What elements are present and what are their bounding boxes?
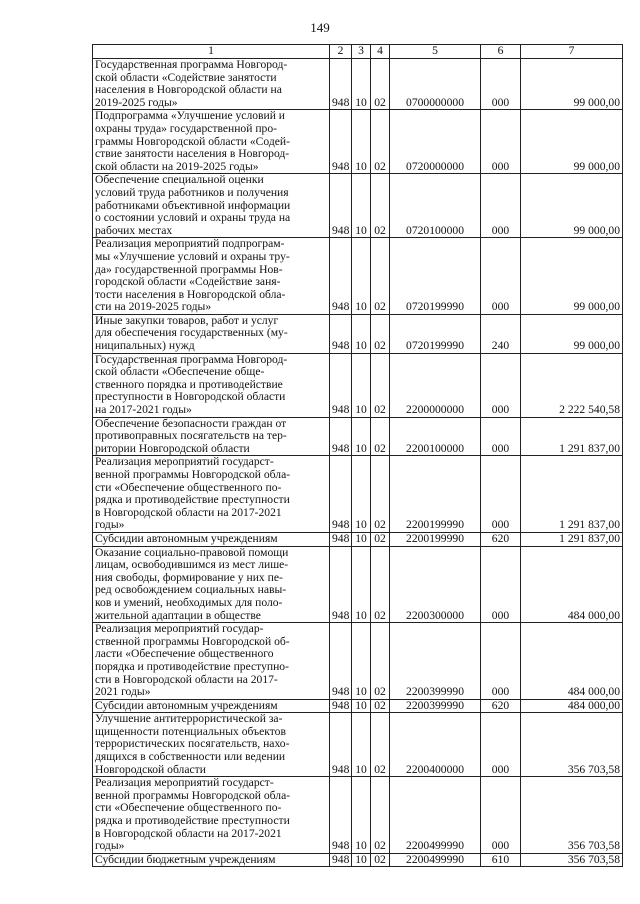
row-code-2-cell: 948: [330, 713, 352, 777]
row-code-6-cell: 000: [481, 59, 521, 110]
row-code-5-cell: 2200300000: [390, 546, 481, 623]
row-code-6-cell: 000: [481, 777, 521, 854]
row-amount-cell: 356 703,58: [521, 713, 623, 777]
row-name-cell: Государственная программа Новгород- ской области «Содействие занятости населения в Новгородской области на 2019-2025 годы»: [93, 59, 330, 110]
page-number: 149: [310, 20, 330, 35]
row-code-6-cell: 000: [481, 174, 521, 238]
row-code-3-cell: 10: [352, 699, 371, 713]
row-code-5-cell: 2200400000: [390, 713, 481, 777]
row-code-4-cell: 02: [371, 314, 390, 353]
row-amount-cell: 99 000,00: [521, 314, 623, 353]
row-code-4-cell: 02: [371, 777, 390, 854]
row-name-cell: Подпрограмма «Улучшение условий и охраны труда» государственной про- граммы Новгородской области «Содей- ствие занятости населения в Новгород- ской области на 2019-2025 годы»: [93, 110, 330, 174]
row-code-5-cell: 2200499990: [390, 777, 481, 854]
row-code-3-cell: 10: [352, 238, 371, 315]
row-amount-cell: 484 000,00: [521, 546, 623, 623]
row-code-6-cell: 000: [481, 713, 521, 777]
column-header: 6: [481, 45, 521, 59]
row-code-3-cell: 10: [352, 174, 371, 238]
row-name-cell: Обеспечение безопасности граждан от противоправных посягательств на тер- ритории Новгородской области: [93, 417, 330, 456]
row-name-cell: Реализация мероприятий подпрограм- мы «Улучшение условий и охраны тру- да» государственной программы Нов- городской области «Содействие заня- тости населения в Новгородской обла- сти на 2019-2025 годы»: [93, 238, 330, 315]
row-code-3-cell: 10: [352, 713, 371, 777]
row-code-2-cell: 948: [330, 546, 352, 623]
row-code-2-cell: 948: [330, 174, 352, 238]
row-code-3-cell: 10: [352, 314, 371, 353]
row-code-2-cell: 948: [330, 110, 352, 174]
table-row: [93, 314, 623, 353]
row-code-4-cell: 02: [371, 110, 390, 174]
row-code-6-cell: 610: [481, 853, 521, 867]
table-row: [93, 174, 623, 238]
row-amount-cell: 484 000,00: [521, 623, 623, 700]
table-row: [93, 110, 623, 174]
row-code-2-cell: 948: [330, 417, 352, 456]
row-code-3-cell: 10: [352, 853, 371, 867]
row-code-4-cell: 02: [371, 713, 390, 777]
row-code-2-cell: 948: [330, 238, 352, 315]
row-code-2-cell: 948: [330, 314, 352, 353]
row-code-3-cell: 10: [352, 532, 371, 546]
column-header: 3: [352, 45, 371, 59]
row-code-4-cell: 02: [371, 456, 390, 533]
column-header: 1: [93, 45, 330, 59]
row-amount-cell: 99 000,00: [521, 238, 623, 315]
row-code-4-cell: 02: [371, 417, 390, 456]
column-header: 4: [371, 45, 390, 59]
row-code-3-cell: 10: [352, 777, 371, 854]
table-header-row: [93, 45, 623, 59]
table-row: [93, 853, 623, 867]
row-code-5-cell: 2200100000: [390, 417, 481, 456]
row-code-6-cell: 000: [481, 456, 521, 533]
row-code-2-cell: 948: [330, 456, 352, 533]
table-row: [93, 456, 623, 533]
row-amount-cell: 1 291 837,00: [521, 417, 623, 456]
row-amount-cell: 1 291 837,00: [521, 456, 623, 533]
column-header: 7: [521, 45, 623, 59]
table-row: [93, 699, 623, 713]
row-code-6-cell: 000: [481, 417, 521, 456]
column-header: 2: [330, 45, 352, 59]
row-code-5-cell: 0720199990: [390, 238, 481, 315]
table-row: [93, 546, 623, 623]
row-amount-cell: 1 291 837,00: [521, 532, 623, 546]
row-code-5-cell: 2200399990: [390, 699, 481, 713]
table-row: [93, 713, 623, 777]
table-body: [93, 59, 623, 867]
budget-table: [92, 44, 623, 867]
row-name-cell: Реализация мероприятий государст- венной программы Новгородской обла- сти «Обеспечение общественного по- рядка и противодействие преступности в Новгородской области на 2017-2021 годы»: [93, 456, 330, 533]
row-name-cell: Иные закупки товаров, работ и услуг для обеспечения государственных (му- ниципальных) нужд: [93, 314, 330, 353]
row-code-4-cell: 02: [371, 353, 390, 417]
row-code-6-cell: 000: [481, 110, 521, 174]
row-name-cell: Субсидии бюджетным учреждениям: [93, 853, 330, 867]
row-name-cell: Реализация мероприятий государ- ственной программы Новгородской об- ласти «Обеспечение общественного порядка и противодействие преступно- сти в Новгородской области на 2017- 2021 годы»: [93, 623, 330, 700]
row-amount-cell: 356 703,58: [521, 777, 623, 854]
row-code-4-cell: 02: [371, 853, 390, 867]
column-header: 5: [390, 45, 481, 59]
row-code-5-cell: 0720199990: [390, 314, 481, 353]
row-amount-cell: 99 000,00: [521, 174, 623, 238]
row-code-4-cell: 02: [371, 699, 390, 713]
row-code-6-cell: 000: [481, 546, 521, 623]
row-code-3-cell: 10: [352, 59, 371, 110]
row-code-6-cell: 000: [481, 623, 521, 700]
row-code-4-cell: 02: [371, 238, 390, 315]
row-code-5-cell: 2200199990: [390, 456, 481, 533]
table-row: [93, 59, 623, 110]
row-code-4-cell: 02: [371, 546, 390, 623]
row-code-6-cell: 000: [481, 238, 521, 315]
row-name-cell: Оказание социально-правовой помощи лицам, освободившимся из мест лише- ния свободы, формирование у них пе- ред освобождением социальных навы- ков и умений, необходимых для поло- жительной адаптации в обществе: [93, 546, 330, 623]
row-amount-cell: 484 000,00: [521, 699, 623, 713]
table-row: [93, 238, 623, 315]
row-code-2-cell: 948: [330, 699, 352, 713]
row-name-cell: Субсидии автономным учреждениям: [93, 532, 330, 546]
row-code-2-cell: 948: [330, 853, 352, 867]
row-name-cell: Обеспечение специальной оценки условий труда работников и получения работниками объективной информации о состоянии условий и охраны труда на рабочих местах: [93, 174, 330, 238]
row-code-3-cell: 10: [352, 546, 371, 623]
row-code-6-cell: 240: [481, 314, 521, 353]
row-name-cell: Реализация мероприятий государст- венной программы Новгородской обла- сти «Обеспечение общественного по- рядка и противодействие преступности в Новгородской области на 2017-2021 годы»: [93, 777, 330, 854]
row-name-cell: Государственная программа Новгород- ской области «Обеспечение обще- ственного порядка и противодействие преступности в Новгородской области на 2017-2021 годы»: [93, 353, 330, 417]
row-code-5-cell: 0700000000: [390, 59, 481, 110]
row-code-2-cell: 948: [330, 532, 352, 546]
row-code-4-cell: 02: [371, 532, 390, 546]
table-row: [93, 777, 623, 854]
row-code-2-cell: 948: [330, 623, 352, 700]
row-code-6-cell: 620: [481, 699, 521, 713]
row-code-5-cell: 2200399990: [390, 623, 481, 700]
row-code-6-cell: 000: [481, 353, 521, 417]
row-code-2-cell: 948: [330, 59, 352, 110]
row-code-6-cell: 620: [481, 532, 521, 546]
row-code-5-cell: 2200199990: [390, 532, 481, 546]
table-row: [93, 417, 623, 456]
table-row: [93, 623, 623, 700]
row-code-5-cell: 2200000000: [390, 353, 481, 417]
row-code-2-cell: 948: [330, 777, 352, 854]
row-code-5-cell: 0720100000: [390, 174, 481, 238]
table-row: [93, 353, 623, 417]
row-code-3-cell: 10: [352, 353, 371, 417]
row-amount-cell: 356 703,58: [521, 853, 623, 867]
row-code-3-cell: 10: [352, 456, 371, 533]
row-code-4-cell: 02: [371, 59, 390, 110]
row-code-3-cell: 10: [352, 110, 371, 174]
table-row: [93, 532, 623, 546]
row-code-5-cell: 2200499990: [390, 853, 481, 867]
row-name-cell: Улучшение антитеррористической за- щищенности потенциальных объектов террористических посягательств, нахо- дящихся в собственности или ведении Новгородской области: [93, 713, 330, 777]
row-code-3-cell: 10: [352, 417, 371, 456]
row-amount-cell: 99 000,00: [521, 59, 623, 110]
row-amount-cell: 2 222 540,58: [521, 353, 623, 417]
row-code-2-cell: 948: [330, 353, 352, 417]
row-name-cell: Субсидии автономным учреждениям: [93, 699, 330, 713]
row-amount-cell: 99 000,00: [521, 110, 623, 174]
row-code-4-cell: 02: [371, 623, 390, 700]
row-code-4-cell: 02: [371, 174, 390, 238]
row-code-3-cell: 10: [352, 623, 371, 700]
row-code-5-cell: 0720000000: [390, 110, 481, 174]
